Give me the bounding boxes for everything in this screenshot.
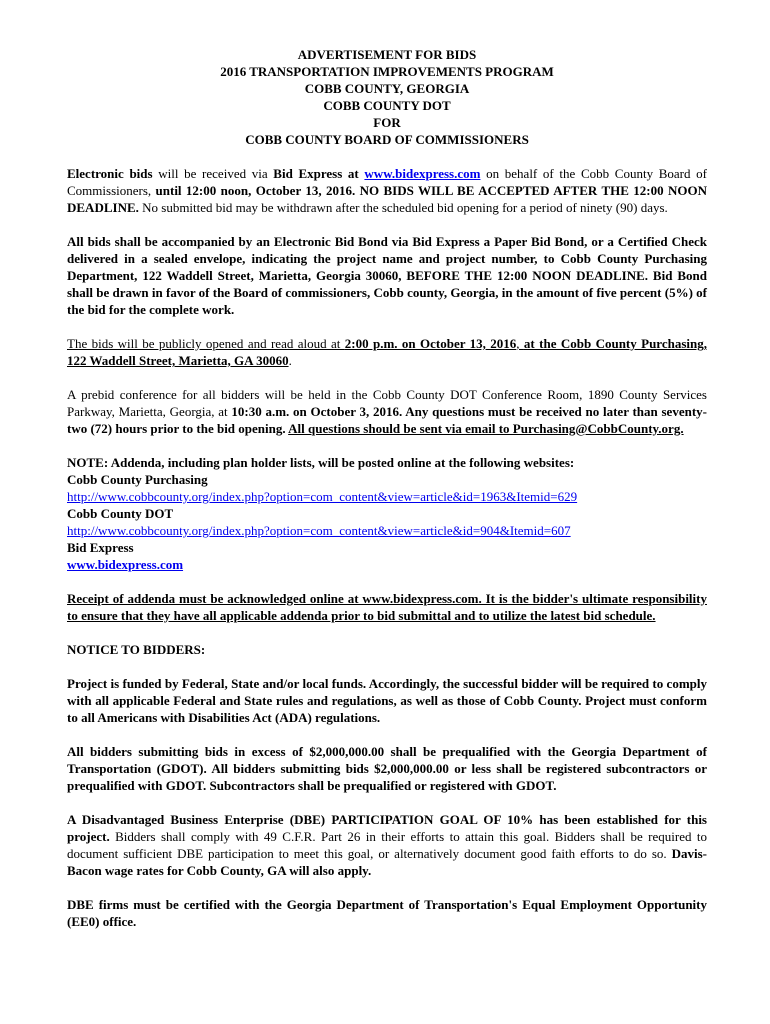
text: . bbox=[288, 353, 292, 368]
text: The bids will be publicly opened and read aloud at bbox=[67, 336, 345, 351]
bold-text: Bid Express at bbox=[273, 166, 365, 181]
text: , bbox=[516, 336, 524, 351]
bold-text: A Disadvantaged Business Enterprise (DBE) PARTICIPATION GOAL OF 10% has been established for this project. bbox=[67, 812, 707, 844]
header-line: 2016 TRANSPORTATION IMPROVEMENTS PROGRAM bbox=[220, 64, 554, 79]
bold-underlined-text: All questions should be sent via email to Purchasing@CobbCounty.org. bbox=[288, 421, 684, 436]
link-heading-dot: Cobb County DOT bbox=[67, 506, 174, 521]
header-line: FOR bbox=[373, 115, 401, 130]
link-heading-purchasing: Cobb County Purchasing bbox=[67, 472, 208, 487]
purchasing-link[interactable]: http://www.cobbcounty.org/index.php?option=com_content&view=article&id=1963&Itemid=629 bbox=[67, 489, 578, 504]
header-line: COBB COUNTY BOARD OF COMMISSIONERS bbox=[245, 132, 529, 147]
bold-text: NOTICE TO BIDDERS: bbox=[67, 642, 206, 657]
bold-text: at the Cobb County Purchasing, 122 Waddell Street, Marietta, GA 30060 bbox=[67, 336, 707, 368]
header-line: COBB COUNTY DOT bbox=[323, 98, 451, 113]
header-line: ADVERTISEMENT FOR BIDS bbox=[297, 47, 477, 62]
paragraph-dbe-certification bbox=[67, 896, 707, 930]
link-heading-bidexpress: Bid Express bbox=[67, 540, 134, 555]
addenda-section bbox=[67, 454, 707, 573]
bold-text: All bidders submitting bids in excess of $2,000,000.00 shall be prequalified with the Georgia Department of Transportation (GDOT). All bidders submitting bids $2,000,000.00 or less shall be registered subcontractors or prequalified with GDOT. Subcontractors shall be prequalified or registered with GDOT. bbox=[67, 744, 707, 793]
paragraph-prebid-conference bbox=[67, 386, 707, 437]
document-header bbox=[67, 46, 707, 148]
document-page bbox=[67, 46, 707, 947]
paragraph-bid-bond bbox=[67, 233, 707, 318]
bold-text: All bids shall be accompanied by an Electronic Bid Bond via Bid Express a Paper Bid Bond, or a Certified Check delivered in a sealed envelope, indicating the project name and project number, to Cobb County Purchasing Department, 122 Waddell Street, Marietta, Georgia 30060, BEFORE THE 12:00 NOON DEADLINE. Bid Bond shall be drawn in favor of the Board of commissioners, Cobb county, Georgia, in the amount of five percent (5%) of the bid for the complete work. bbox=[67, 234, 707, 317]
paragraph-electronic-bids bbox=[67, 165, 707, 216]
paragraph-dbe-goal bbox=[67, 811, 707, 879]
bold-text: Electronic bids bbox=[67, 166, 153, 181]
bold-text: Davis-Bacon wage rates for Cobb County, GA will also apply. bbox=[67, 846, 707, 878]
text: on behalf of the Cobb County Board of Commissioners, bbox=[67, 166, 707, 198]
bold-text: DBE firms must be certified with the Georgia Department of Transportation's Equal Employment Opportunity (EE0) office. bbox=[67, 897, 707, 929]
addenda-note: NOTE: Addenda, including plan holder lists, will be posted online at the following websites: bbox=[67, 455, 575, 470]
text: will be received via bbox=[152, 166, 274, 181]
text: A prebid conference for all bidders will be held in the Cobb County DOT Conference Room, 1890 County Services Parkway, Marietta, Georgia, at bbox=[67, 387, 707, 419]
dot-link[interactable]: http://www.cobbcounty.org/index.php?option=com_content&view=article&id=904&Itemid=607 bbox=[67, 523, 571, 538]
bold-text: 2:00 p.m. on October 13, 2016 bbox=[344, 336, 517, 351]
bidexpress-link[interactable]: www.bidexpress.com bbox=[364, 166, 481, 181]
bold-text: 10:30 a.m. on October 3, 2016. Any questions must be received no later than seventy-two (72) hours prior to the bid opening. bbox=[67, 404, 707, 436]
paragraph-bid-opening bbox=[67, 335, 707, 369]
bold-text: until 12:00 noon, October 13, 2016. NO BIDS WILL BE ACCEPTED AFTER THE 12:00 NOON DEADLINE. bbox=[67, 183, 707, 215]
bold-text: Project is funded by Federal, State and/or local funds. Accordingly, the successful bidder will be required to comply with all applicable Federal and State rules and regulations, as well as those of Cobb County. Project must conform to all Americans with Disabilities Act (ADA) regulations. bbox=[67, 676, 707, 725]
text: No submitted bid may be withdrawn after the scheduled bid opening for a period of ninety (90) days. bbox=[138, 200, 668, 215]
text: Bidders shall comply with 49 C.F.R. Part 26 in their efforts to attain this goal. Bidders shall be required to document sufficient DBE participation to meet this goal, or alternatively document good faith efforts to do so. bbox=[67, 829, 707, 861]
paragraph-funding bbox=[67, 675, 707, 726]
header-line: COBB COUNTY, GEORGIA bbox=[304, 81, 470, 96]
bidexpress-link[interactable]: www.bidexpress.com bbox=[67, 557, 184, 572]
paragraph-prequalification bbox=[67, 743, 707, 794]
bold-underlined-text: Receipt of addenda must be acknowledged online at www.bidexpress.com. It is the bidder's ultimate responsibility to ensure that they have all applicable addenda prior to bid submittal and to utilize the latest bid schedule. bbox=[67, 591, 707, 623]
paragraph-addenda-receipt bbox=[67, 590, 707, 624]
notice-heading bbox=[67, 641, 707, 658]
